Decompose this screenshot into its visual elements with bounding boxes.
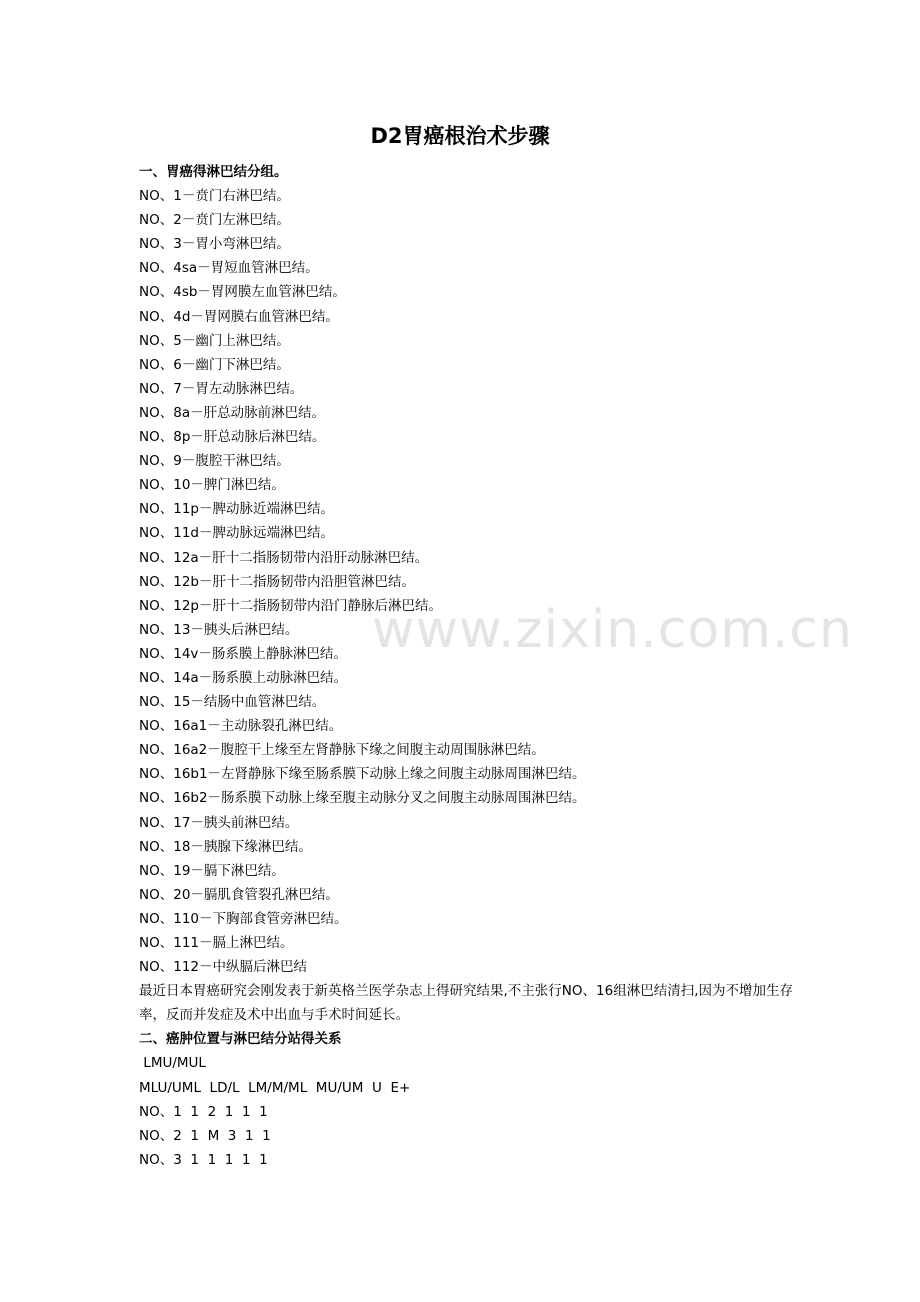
- list-item: NO、111－膈上淋巴结。: [139, 935, 294, 951]
- list-item: NO、112－中纵膈后淋巴结: [139, 959, 307, 976]
- list-item: NO、16b1－左肾静脉下缘至肠系膜下动脉上缘之间腹主动脉周围淋巴结。: [139, 766, 586, 783]
- document-body: [139, 160, 799, 1172]
- list-item: NO、17－胰头前淋巴结。: [139, 814, 299, 831]
- list-item: NO、13－胰头后淋巴结。: [139, 621, 299, 638]
- list-item: NO、11d－脾动脉远端淋巴结。: [139, 525, 334, 542]
- list-item: NO、7－胃左动脉淋巴结。: [139, 380, 304, 397]
- list-item: NO、3－胃小弯淋巴结。: [139, 236, 290, 253]
- list-item: NO、9－腹腔干淋巴结。: [139, 453, 290, 470]
- list-item: NO、4d－胃网膜右血管淋巴结。: [139, 308, 339, 325]
- watermark: www.zixin.com.cn: [372, 600, 853, 660]
- research-note: 最近日本胃癌研究会刚发表于新英格兰医学杂志上得研究结果,不主张行NO、16组淋巴结清扫,因为不增加生存率，反而并发症及术中出血与手术时间延长。: [139, 983, 793, 1024]
- list-item: NO、2－贲门左淋巴结。: [139, 212, 290, 229]
- list-item: NO、12b－肝十二指肠韧带内沿胆管淋巴结。: [139, 573, 415, 590]
- table-row: NO、1 1 2 1 1 1: [139, 1103, 268, 1120]
- section-heading: 一、胃癌得淋巴结分组。: [139, 164, 288, 180]
- list-item: NO、16b2－肠系膜下动脉上缘至腹主动脉分叉之间腹主动脉周围淋巴结。: [139, 790, 586, 807]
- list-item: NO、14v－肠系膜上静脉淋巴结。: [139, 645, 347, 662]
- list-item: NO、4sb－胃网膜左血管淋巴结。: [139, 284, 346, 301]
- list-item: NO、5－幽门上淋巴结。: [139, 332, 290, 349]
- list-item: NO、20－膈肌食管裂孔淋巴结。: [139, 886, 339, 903]
- list-item: NO、110－下胸部食管旁淋巴结。: [139, 910, 348, 927]
- section-heading: 二、癌肿位置与淋巴结分站得关系: [139, 1031, 342, 1048]
- list-item: NO、10－脾门淋巴结。: [139, 477, 285, 494]
- list-item: NO、18－胰腺下缘淋巴结。: [139, 838, 312, 855]
- table-row: NO、2 1 M 3 1 1: [139, 1127, 271, 1144]
- list-item: NO、16a2－腹腔干上缘至左肾静脉下缘之间腹主动周围脉淋巴结。: [139, 742, 545, 759]
- table-row: MLU/UML LD/L LM/M/ML MU/UM U E+: [139, 1079, 411, 1096]
- list-item: NO、4sa－胃短血管淋巴结。: [139, 260, 319, 277]
- list-item: NO、8a－肝总动脉前淋巴结。: [139, 404, 326, 421]
- list-item: NO、15－结肠中血管淋巴结。: [139, 694, 326, 711]
- list-item: NO、6－幽门下淋巴结。: [139, 356, 290, 373]
- station-table: [139, 1051, 799, 1171]
- list-item: NO、12p－肝十二指肠韧带内沿门静脉后淋巴结。: [139, 597, 442, 614]
- list-item: NO、16a1－主动脉裂孔淋巴结。: [139, 718, 343, 735]
- table-row: LMU/MUL: [139, 1055, 206, 1072]
- list-item: NO、8p－肝总动脉后淋巴结。: [139, 429, 326, 446]
- list-item: NO、12a－肝十二指肠韧带内沿肝动脉淋巴结。: [139, 549, 429, 566]
- lymph-node-list: [139, 184, 799, 979]
- list-item: NO、14a－肠系膜上动脉淋巴结。: [139, 669, 348, 686]
- page-title: D2胃癌根治术步骤: [370, 124, 550, 148]
- list-item: NO、11p－脾动脉近端淋巴结。: [139, 501, 334, 518]
- table-row: NO、3 1 1 1 1 1: [139, 1151, 268, 1168]
- list-item: NO、19－膈下淋巴结。: [139, 862, 285, 879]
- list-item: NO、1－贲门右淋巴结。: [139, 188, 290, 205]
